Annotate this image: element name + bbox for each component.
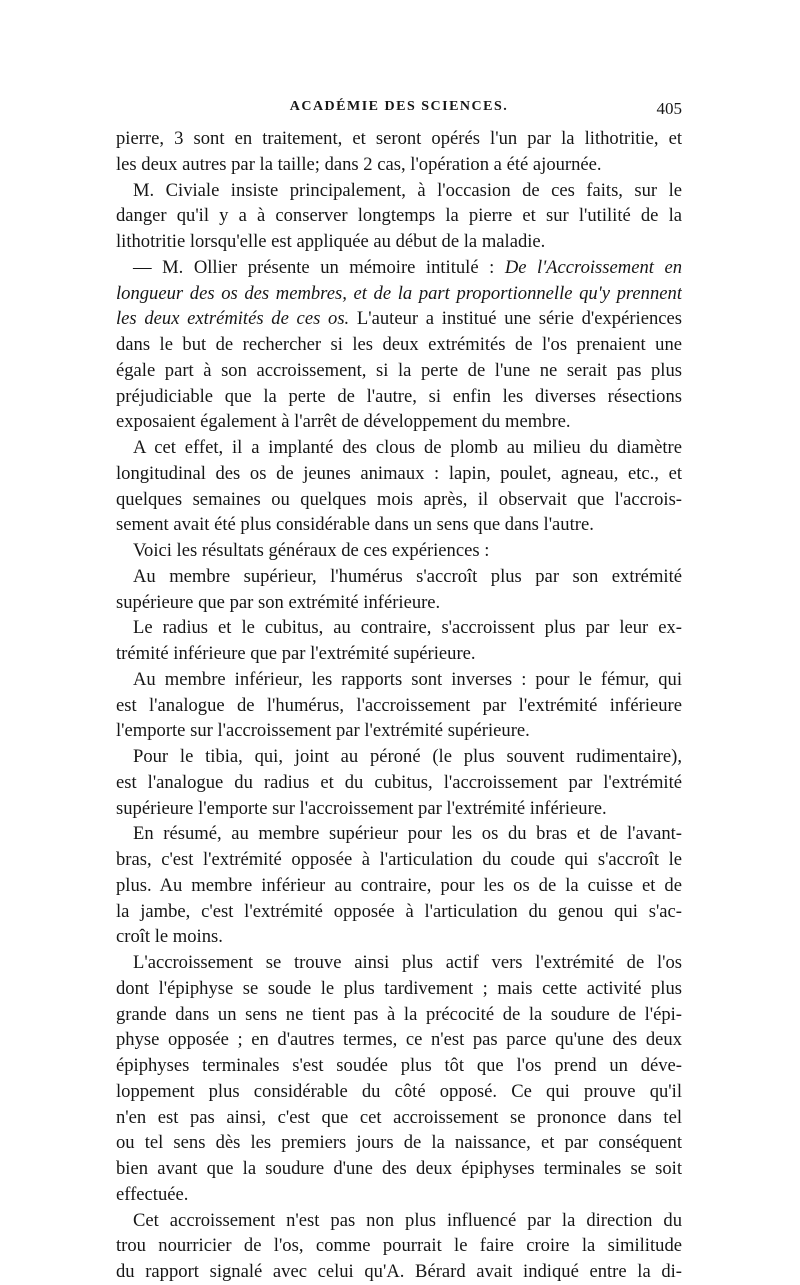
text-line: [116, 1208, 682, 1234]
text-line: [116, 976, 682, 1002]
text-line: [116, 281, 682, 307]
text-line: [116, 744, 682, 770]
text-line: [116, 461, 682, 487]
text-run: Le radius et le cubitus, au contraire, s'accroissent plus par leur ex-: [133, 617, 682, 639]
text-line: [116, 899, 682, 925]
text-run: préjudiciable que la perte de l'autre, si enfin les diverses résections: [116, 385, 682, 407]
text-run: dans le but de rechercher si les deux extrémités de l'os prenaient une: [116, 334, 682, 355]
text-line: [116, 667, 682, 693]
text-run: Au membre inférieur, les rapports sont inverses : pour le fémur, qui: [133, 668, 682, 690]
text-run: physe opposée ; en d'autres termes, ce n'est pas parce qu'une des deux: [116, 1029, 682, 1051]
text-run: grande dans un sens ne tient pas à la précocité de la soudure de l'épi-: [116, 1003, 682, 1025]
text-run: est l'analogue du radius et du cubitus, l'accroissement par l'extrémité: [116, 771, 682, 793]
text-line: [116, 950, 682, 976]
text-line: [116, 1130, 682, 1156]
text-run: pierre, 3 sont en traitement, et seront opérés l'un par la lithotritie, et: [116, 128, 682, 149]
text-run: M. Civiale insiste principalement, à l'occasion de ces faits, sur le: [133, 179, 682, 201]
text-run: — M. Ollier présente un mémoire intitulé :: [133, 256, 505, 278]
text-run: Pour le tibia, qui, joint au péroné (le plus souvent rudimentaire),: [133, 746, 682, 767]
text-run: danger qu'il y a à conserver longtemps la pierre et sur l'utilité de la: [116, 205, 682, 227]
text-run: bien avant que la soudure d'une des deux épiphyses terminales se soit: [116, 1158, 682, 1179]
text-run: du rapport signalé avec celui qu'A. Bérard avait indiqué entre la di-: [116, 1261, 682, 1282]
body-text: [116, 126, 682, 1285]
text-run: Au membre supérieur, l'humérus s'accroît plus par son extrémité: [133, 565, 682, 587]
text-line: [116, 512, 682, 538]
text-run: lithotritie lorsqu'elle est appliquée au début de la maladie.: [116, 231, 546, 252]
text-run: dont l'épiphyse se soude le plus tardivement ; mais cette activité plus: [116, 977, 682, 999]
text-run: l'emporte sur l'accroissement par l'extrémité supérieure.: [116, 720, 530, 742]
page-header: [116, 99, 682, 123]
text-line: [116, 770, 682, 796]
text-line: [116, 1002, 682, 1028]
text-run: la jambe, c'est l'extrémité opposée à l'articulation du genou qui s'ac-: [116, 900, 682, 922]
text-run: supérieure l'emporte sur l'accroissement par l'extrémité inférieure.: [116, 797, 607, 819]
text-line: [116, 1105, 682, 1131]
text-line: [116, 409, 682, 435]
page-number: 405: [656, 99, 682, 118]
text-line: [116, 332, 682, 358]
text-line: [116, 847, 682, 873]
text-run: croît le moins.: [116, 926, 223, 948]
text-run: En résumé, au membre supérieur pour les os du bras et de l'avant-: [133, 823, 682, 845]
text-run: n'en est pas ainsi, c'est que cet accroissement se prononce dans tel: [116, 1106, 682, 1128]
text-line: [116, 796, 682, 822]
text-line: [116, 178, 682, 204]
text-run: est l'analogue de l'humérus, l'accroissement par l'extrémité inférieure: [116, 694, 682, 716]
text-line: [116, 306, 682, 332]
text-run: plus. Au membre inférieur au contraire, pour les os de la cuisse et de: [116, 874, 682, 896]
text-line: [116, 718, 682, 744]
text-line: [116, 1259, 682, 1285]
text-line: [116, 255, 682, 281]
text-run: bras, c'est l'extrémité opposée à l'articulation du coude qui s'accroît le: [116, 849, 682, 870]
text-run: supérieure que par son extrémité inférieure.: [116, 591, 441, 613]
text-line: [116, 203, 682, 229]
text-line: [116, 924, 682, 950]
text-line: [116, 615, 682, 641]
text-line: [116, 384, 682, 410]
text-line: [116, 538, 682, 564]
text-run: les deux autres par la taille; dans 2 cas, l'opération a été ajournée.: [116, 153, 602, 175]
text-line: [116, 1079, 682, 1105]
text-line: [116, 1182, 682, 1208]
text-line: [116, 873, 682, 899]
text-run: L'accroissement se trouve ainsi plus actif vers l'extrémité de l'os: [133, 952, 682, 973]
text-run: Cet accroissement n'est pas non plus influencé par la direction du: [133, 1209, 682, 1231]
text-run: ou tel sens dès les premiers jours de la naissance, et par conséquent: [116, 1132, 682, 1154]
text-line: [116, 1053, 682, 1079]
italic-title-run: les deux extrémités de ces os.: [116, 308, 350, 330]
text-line: [116, 1027, 682, 1053]
text-run: effectuée.: [116, 1183, 189, 1205]
text-run: épiphyses terminales s'est soudée plus tôt que l'os prend un déve-: [116, 1055, 682, 1076]
text-line: [116, 590, 682, 616]
text-line: [116, 358, 682, 384]
text-line: [116, 564, 682, 590]
text-line: [116, 1156, 682, 1182]
text-line: [116, 821, 682, 847]
text-line: [116, 641, 682, 667]
text-run: quelques semaines ou quelques mois après, il observait que l'accrois-: [116, 488, 682, 510]
text-run: Voici les résultats généraux de ces expériences :: [133, 540, 490, 561]
text-run: L'auteur a institué une série d'expériences: [349, 308, 682, 330]
text-run: A cet effet, il a implanté des clous de plomb au milieu du diamètre: [133, 437, 682, 458]
text-line: [116, 126, 682, 152]
text-line: [116, 1233, 682, 1259]
text-run: loppement plus considérable du côté opposé. Ce qui prouve qu'il: [116, 1080, 682, 1102]
text-run: égale part à son accroissement, si la perte de l'une ne serait pas plus: [116, 359, 682, 381]
text-line: [116, 693, 682, 719]
running-title: ACADÉMIE DES SCIENCES.: [289, 99, 509, 114]
text-run: sement avait été plus considérable dans un sens que dans l'autre.: [116, 514, 594, 536]
text-line: [116, 229, 682, 255]
text-run: exposaient également à l'arrêt de développement du membre.: [116, 411, 571, 433]
text-line: [116, 152, 682, 178]
text-run: trou nourricier de l'os, comme pourrait le faire croire la similitude: [116, 1235, 682, 1257]
text-run: longitudinal des os de jeunes animaux : lapin, poulet, agneau, etc., et: [116, 462, 682, 484]
text-line: [116, 435, 682, 461]
italic-title-run: De l'Accroissement en: [504, 256, 682, 278]
text-line: [116, 487, 682, 513]
text-run: trémité inférieure que par l'extrémité supérieure.: [116, 643, 476, 664]
italic-title-run: longueur des os des membres, et de la part proportionnelle qu'y prennent: [116, 282, 682, 304]
